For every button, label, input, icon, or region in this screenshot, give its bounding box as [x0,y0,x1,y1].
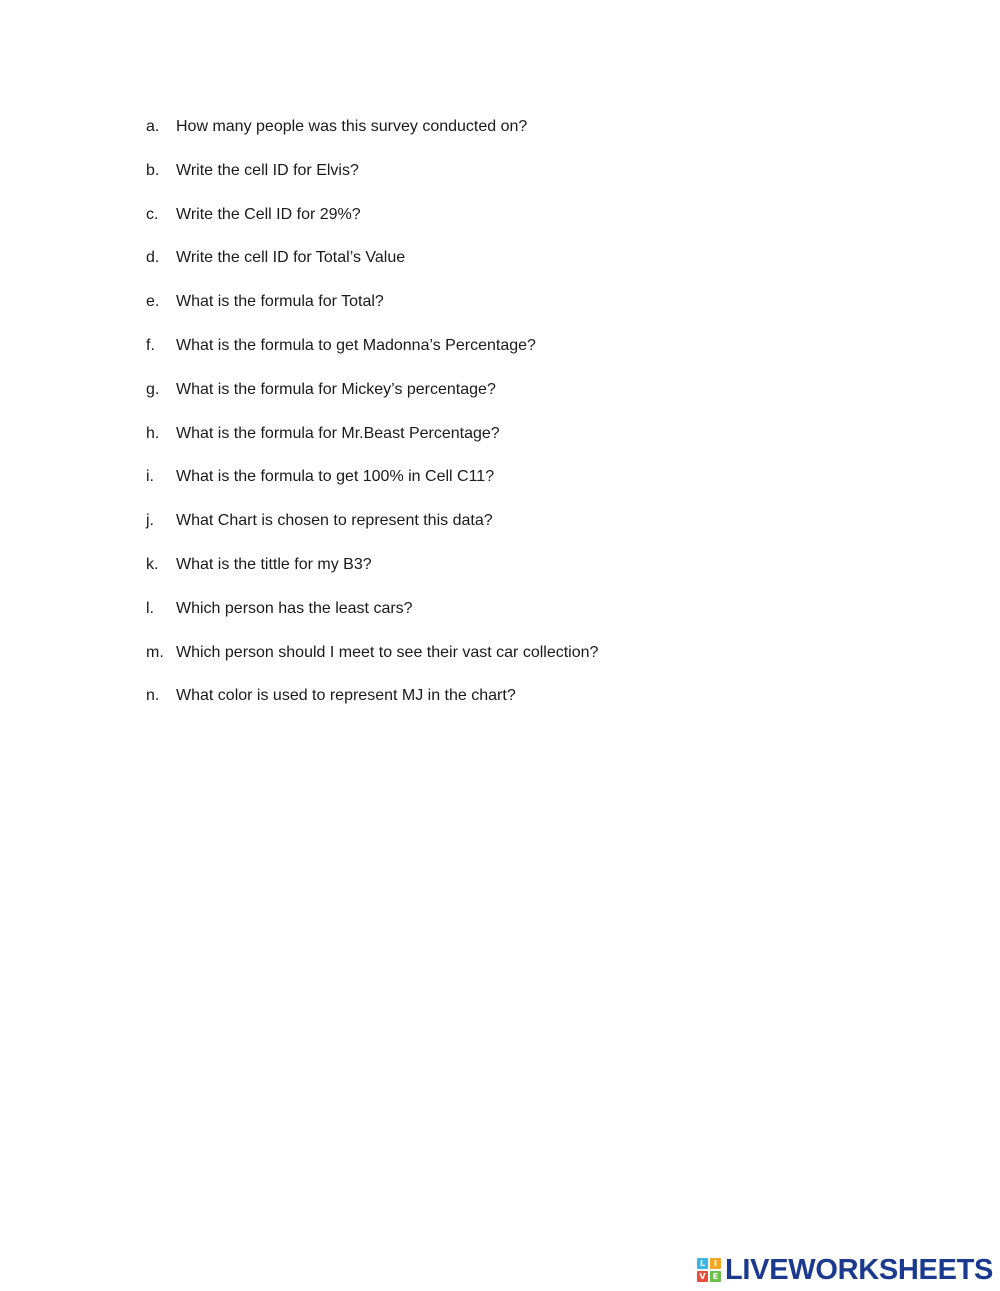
question-letter: e. [146,293,160,311]
logo-tile-v: V [697,1271,708,1282]
question-letter: c. [146,205,159,223]
question-letter: l. [146,599,154,617]
question-item-b [146,160,906,204]
question-item-a [146,116,906,160]
question-item-g [146,379,906,423]
question-text: Which person should I meet to see their vast car collection? [176,643,599,661]
question-item-c [146,204,906,248]
question-text: What is the formula to get 100% in Cell C11? [176,468,495,486]
question-letter: d. [146,249,160,267]
question-text: What is the formula for Mickey’s percentage? [176,380,496,398]
question-text: What is the formula to get Madonna’s Percentage? [176,336,536,354]
question-letter: m. [146,643,164,661]
question-item-l [146,598,906,642]
question-text: Which person has the least cars? [176,599,413,617]
logo-tile-i: I [710,1258,721,1269]
question-item-h [146,423,906,467]
question-item-m [146,642,906,686]
question-letter: n. [146,687,160,705]
question-text: Write the Cell ID for 29%? [176,205,361,223]
question-letter: i. [146,468,154,486]
question-text: Write the cell ID for Total’s Value [176,249,406,267]
question-item-k [146,554,906,598]
brand-name: LIVEWORKSHEETS [725,1254,994,1286]
question-item-i [146,466,906,510]
question-text: Write the cell ID for Elvis? [176,161,359,179]
question-text: What is the formula for Total? [176,293,384,311]
question-item-j [146,510,906,554]
question-text: What Chart is chosen to represent this data? [176,512,493,530]
question-text: What is the tittle for my B3? [176,555,372,573]
question-item-n [146,685,906,729]
question-letter: a. [146,118,160,135]
question-letter: b. [146,161,160,179]
liveworksheets-brand [697,1255,993,1285]
question-item-e [146,291,906,335]
question-list [146,116,906,729]
question-item-d [146,247,906,291]
liveworksheets-logo-icon [697,1258,721,1282]
logo-tile-l: L [697,1258,708,1269]
logo-tile-e: E [710,1271,721,1282]
question-text: What color is used to represent MJ in the chart? [176,687,516,705]
question-letter: k. [146,555,159,573]
question-item-f [146,335,906,379]
question-letter: f. [146,336,155,354]
question-letter: g. [146,380,160,398]
question-letter: h. [146,424,160,442]
question-text: How many people was this survey conducted on? [176,118,528,135]
question-text: What is the formula for Mr.Beast Percentage? [176,424,500,442]
question-letter: j. [146,512,154,530]
